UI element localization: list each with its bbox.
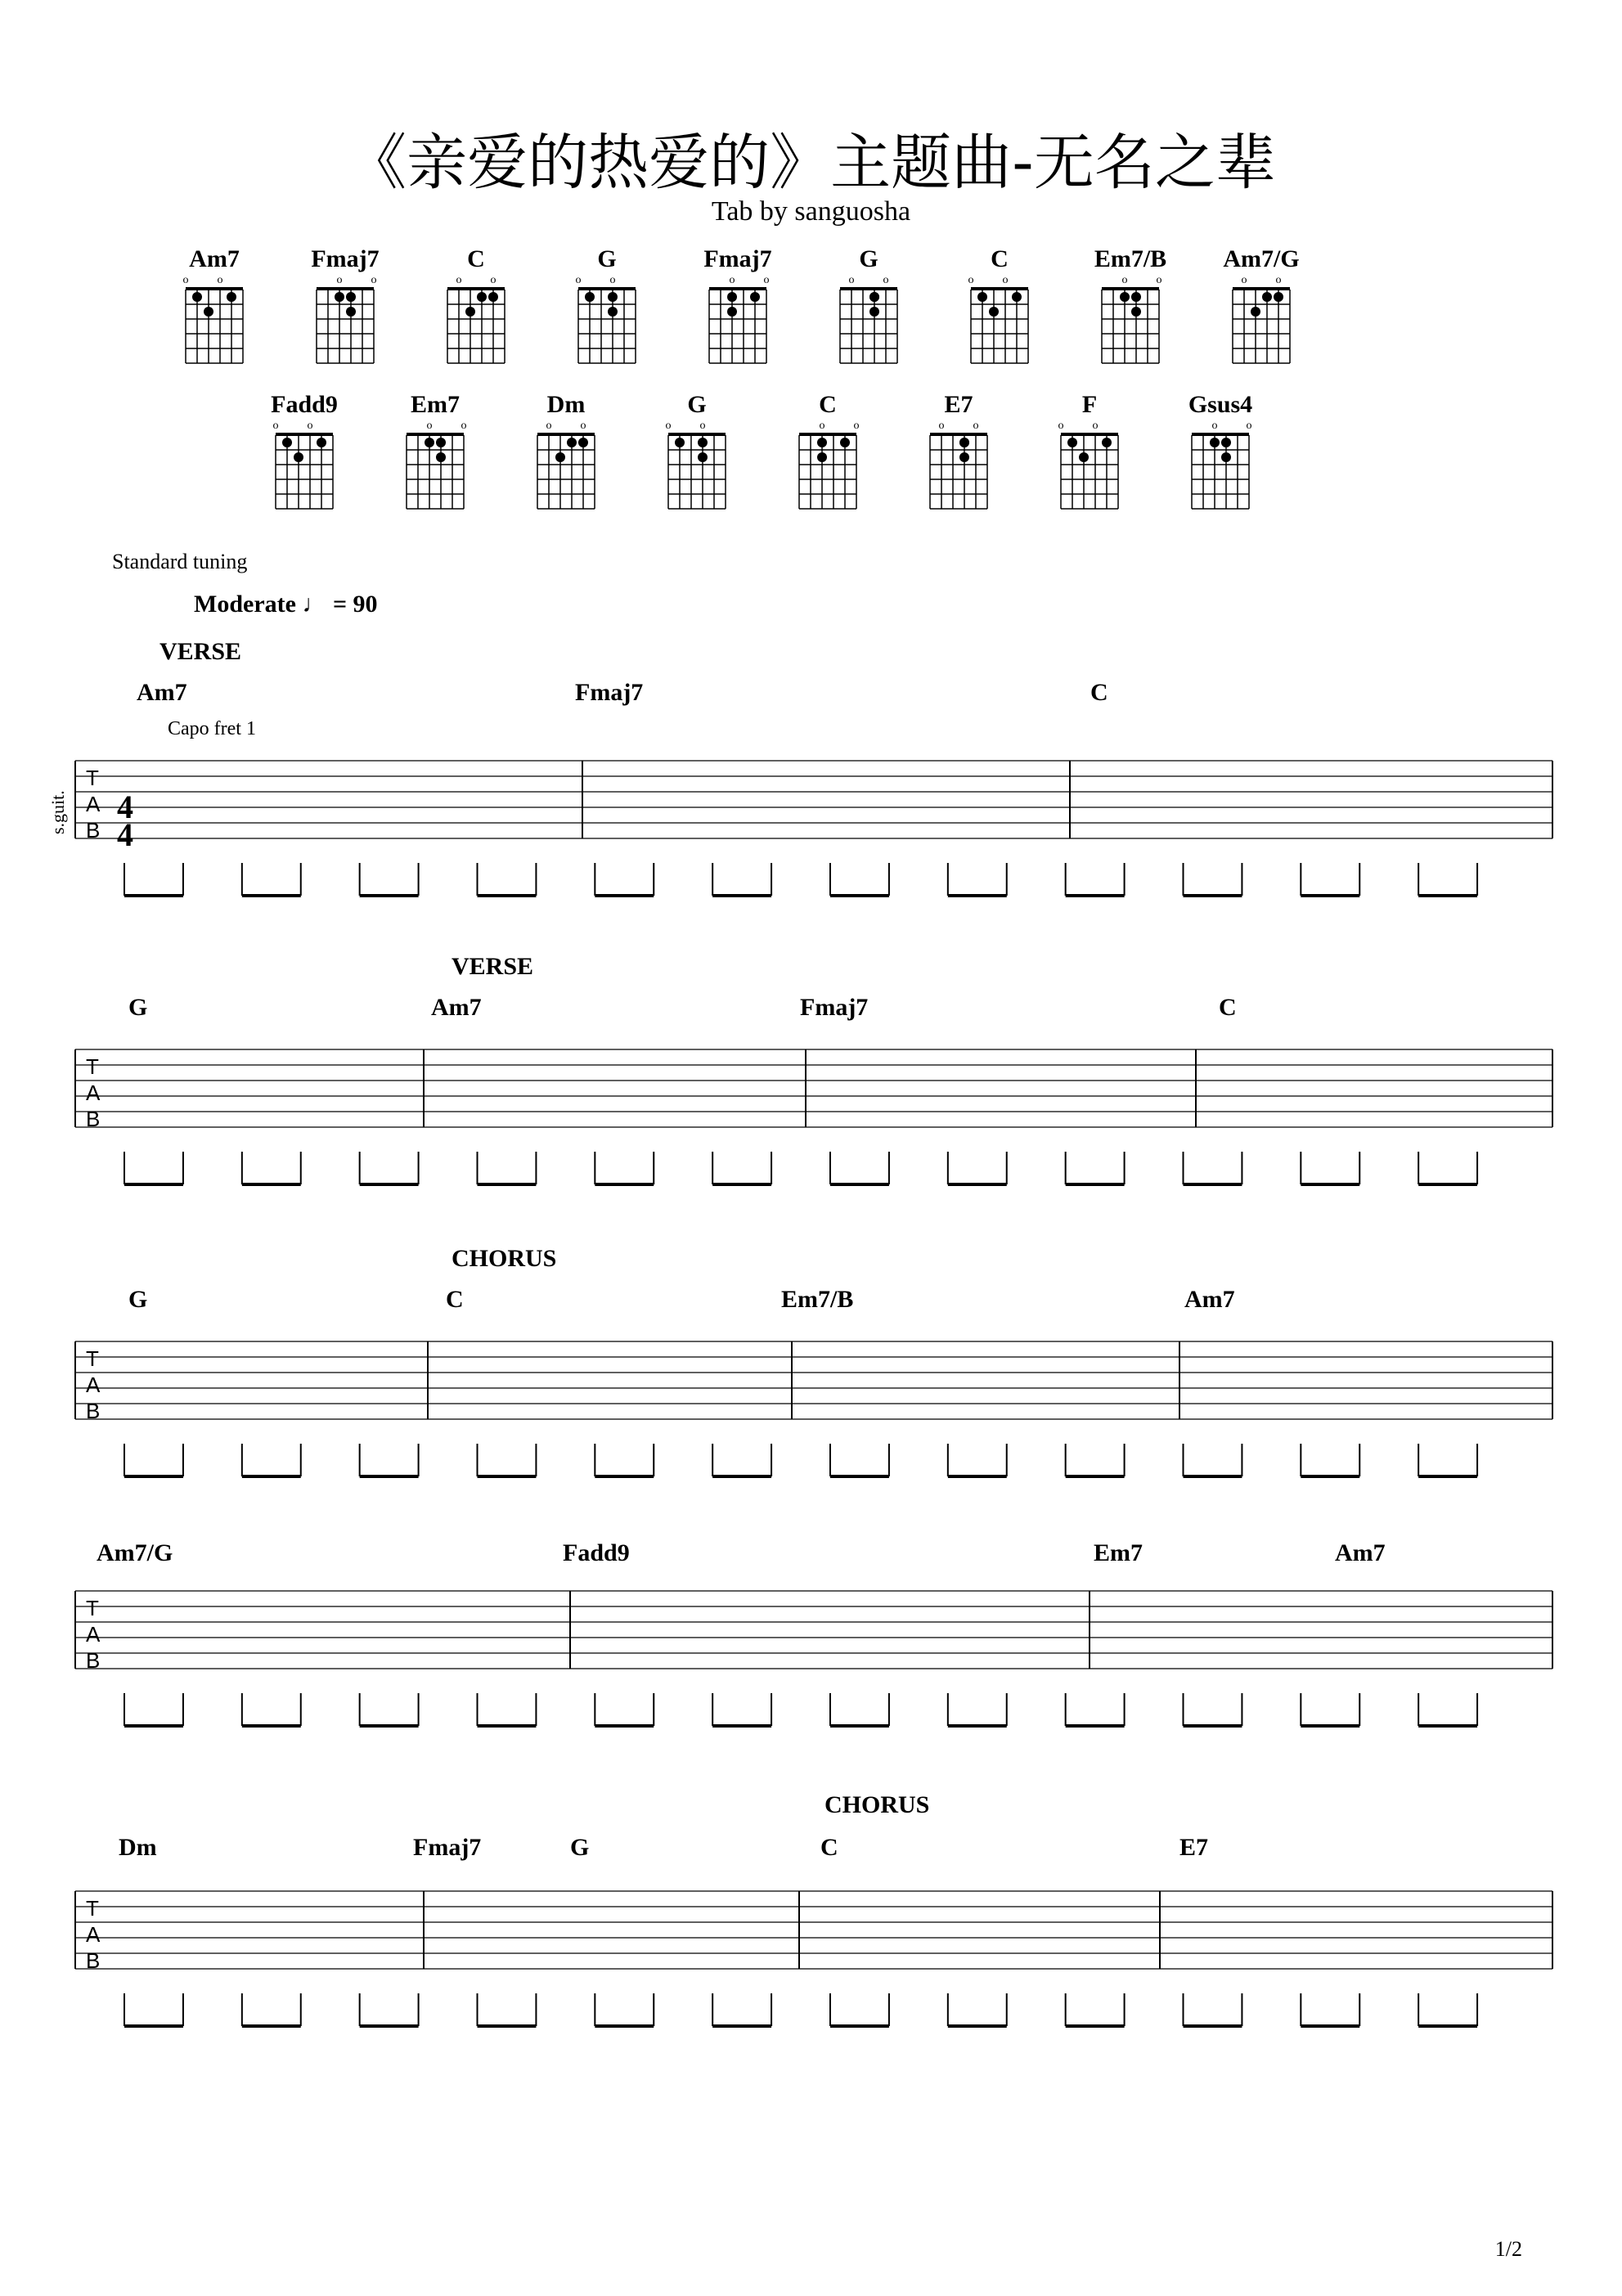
page-number: 1/2 [1494, 2237, 1522, 2261]
chord-name: G [597, 245, 617, 272]
chord-name: G [859, 245, 878, 272]
song-subtitle: Tab by sanguosha [711, 196, 911, 227]
tab-clef-b: B [86, 1399, 101, 1423]
tuning-label: Standard tuning [112, 550, 248, 573]
svg-text:o: o [665, 420, 672, 432]
chord-name: G [687, 391, 707, 418]
tab-clef-a: A [86, 1922, 101, 1947]
svg-text:o: o [609, 274, 616, 286]
tab-clef-a: A [86, 1622, 101, 1647]
system-4-chord-4: Am7 [1335, 1539, 1386, 1566]
svg-text:o: o [1275, 274, 1282, 286]
tab-clef-a: A [86, 1081, 101, 1105]
svg-text:o: o [848, 274, 855, 286]
svg-text:o: o [217, 274, 223, 286]
system-5-chord-1: Dm [119, 1834, 157, 1861]
chord-name: Dm [546, 391, 586, 418]
instrument-label: s.guit. [47, 790, 68, 834]
svg-text:o: o [729, 274, 735, 286]
svg-text:o: o [1156, 274, 1162, 286]
svg-text:o: o [1211, 420, 1218, 432]
svg-text:o: o [456, 274, 462, 286]
tab-clef-b: B [86, 1648, 101, 1673]
section-chorus-1: CHORUS [452, 1245, 557, 1272]
svg-text:o: o [699, 420, 706, 432]
svg-text:o: o [371, 274, 377, 286]
svg-text:o: o [1092, 420, 1099, 432]
system-1-chord-2: Fmaj7 [575, 679, 644, 706]
svg-text:o: o [461, 420, 467, 432]
system-2-chord-2: Am7 [431, 994, 482, 1021]
tempo-value: = 90 [332, 591, 378, 618]
tab-clef-t: T [86, 1346, 99, 1371]
system-2-chord-3: Fmaj7 [800, 994, 869, 1021]
system-4-chord-2: Fadd9 [563, 1539, 630, 1566]
chord-name: Fadd9 [271, 391, 338, 418]
system-5-chord-3: G [570, 1834, 590, 1861]
svg-text:o: o [1121, 274, 1128, 286]
tab-clef-t: T [86, 1896, 99, 1921]
chord-name: C [819, 391, 837, 418]
system-2-chord-1: G [128, 994, 148, 1021]
svg-text:o: o [938, 420, 945, 432]
system-3-chord-1: G [128, 1286, 148, 1313]
tab-clef-b: B [86, 818, 101, 842]
svg-text:o: o [1058, 420, 1064, 432]
svg-text:o: o [1246, 420, 1252, 432]
svg-text:o: o [575, 274, 582, 286]
system-4-chord-1: Am7/G [97, 1539, 173, 1566]
svg-text:o: o [490, 274, 496, 286]
song-title: 《亲爱的热爱的》主题曲-无名之辈 [346, 128, 1276, 198]
tempo-word: Moderate [194, 591, 296, 618]
svg-text:o: o [546, 420, 552, 432]
tab-clef-a: A [86, 792, 101, 816]
chord-name: C [467, 245, 485, 272]
chord-name: Fmaj7 [311, 245, 380, 272]
chord-name: Am7/G [1223, 245, 1300, 272]
chord-name: Am7 [189, 245, 240, 272]
svg-text:o: o [182, 274, 189, 286]
system-3-chord-2: C [446, 1286, 464, 1313]
system-1-chord-1: Am7 [137, 679, 187, 706]
chord-name: Em7/B [1094, 245, 1167, 272]
tab-clef-t: T [86, 1596, 99, 1620]
capo-label: Capo fret 1 [168, 718, 256, 739]
system-3-chord-3: Em7/B [781, 1286, 854, 1313]
chord-name: Gsus4 [1188, 391, 1253, 418]
svg-text:o: o [968, 274, 974, 286]
svg-text:o: o [272, 420, 279, 432]
section-verse-2: VERSE [452, 953, 534, 980]
chord-name: F [1081, 391, 1098, 418]
time-signature-top: 4 [117, 789, 133, 825]
tab-clef-t: T [86, 766, 99, 790]
chord-name: C [991, 245, 1009, 272]
svg-text:o: o [819, 420, 825, 432]
time-signature-bottom: 4 [117, 816, 133, 853]
system-2-chord-4: C [1219, 994, 1237, 1021]
tab-clef-b: B [86, 1107, 101, 1131]
quarter-note-icon: ♩ [302, 591, 327, 618]
svg-text:o: o [763, 274, 770, 286]
chord-name: E7 [944, 391, 973, 418]
svg-text:o: o [336, 274, 343, 286]
svg-text:o: o [426, 420, 433, 432]
tab-clef-b: B [86, 1948, 101, 1973]
system-5-chord-4: C [820, 1834, 838, 1861]
svg-text:o: o [580, 420, 586, 432]
section-chorus-2: CHORUS [824, 1791, 930, 1818]
chord-name: Fmaj7 [703, 245, 772, 272]
system-4-chord-3: Em7 [1094, 1539, 1143, 1566]
system-1-chord-3: C [1090, 679, 1108, 706]
svg-text:o: o [883, 274, 889, 286]
chord-name: Em7 [411, 391, 460, 418]
svg-text:o: o [307, 420, 313, 432]
svg-text:o: o [853, 420, 860, 432]
svg-text:o: o [1002, 274, 1009, 286]
tab-clef-a: A [86, 1373, 101, 1397]
svg-text:o: o [1241, 274, 1247, 286]
system-5-chord-5: E7 [1179, 1834, 1209, 1861]
system-3-chord-4: Am7 [1184, 1286, 1235, 1313]
svg-text:o: o [973, 420, 979, 432]
section-verse-1: VERSE [160, 638, 242, 665]
tab-clef-t: T [86, 1054, 99, 1079]
system-5-chord-2: Fmaj7 [413, 1834, 482, 1861]
